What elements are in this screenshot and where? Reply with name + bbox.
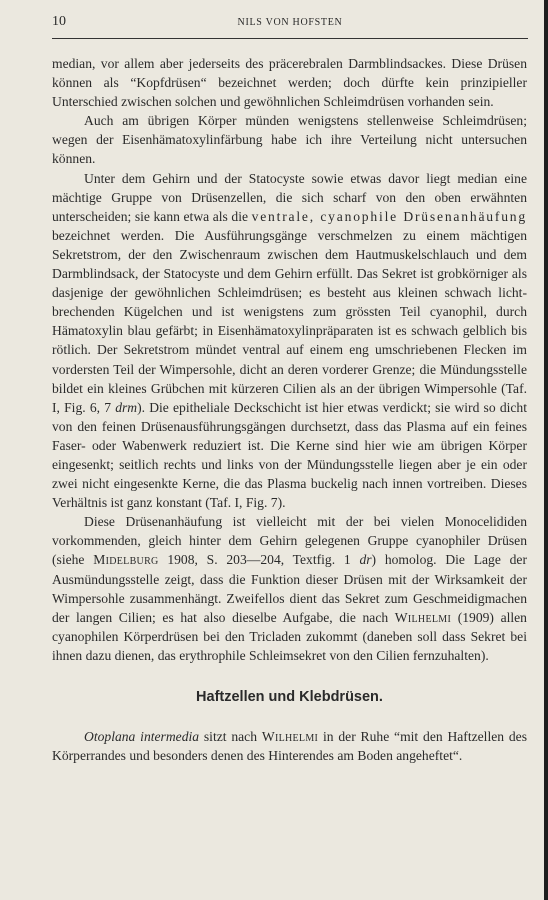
paragraph-1-text: median, vor allem aber jederseits des präcerebralen Darmblindsackes. Diese Drüsen können als “Kopfdrüsen“ bezeichnet werden; doch dürfte kein prinzipieller Unterschied zwischen solchen und gewöhnlichen Schleimdrüsen vorhanden sein.	[52, 56, 527, 110]
paragraph-5-text: sitzt nach	[199, 729, 262, 745]
author-citation: Wilhelmi	[394, 609, 452, 625]
spaced-term: ventrale, cyanophile Drüsenanhäufung	[251, 208, 527, 224]
paragraph-5-text: in der Ruhe “mit den Haftzellen des Körperrandes und besonders denen des Hinterendes am Boden angeheftet“.	[52, 729, 527, 764]
figure-label: drm	[115, 399, 138, 415]
paragraph-3-text: bezeichnet werden. Die Ausführungsgänge verschmelzen zu einem mächtigen Sekretstrom, der den Zwischenraum zwischen dem Hautmuskelschlauch und dem Darmblindsack, der Statocyste und dem Gehirn erfüllt. Das Sekret ist grobkörniger als dasjenige der gewöhnlichen Schleimdrüsen; es besteht aus kleinen schwach lichtbrechenden Kügelchen und ist wenigstens zum grössten Teil cyanophil, durch Hämatoxylin blau gefärbt; in Eisenhämatoxylinpräparaten ist es schwach gelblich bis rötlich. Der Sekretstrom mündet ventral auf einem eng umschriebenen Flecken im vordersten Teil der Wimpersohle, dicht an deren vorderer Grenze; die Mündungsstelle bildet ein kleines Grübchen mit kürzeren Cilien als an der übrigen Wimpersohle (Taf. I, Fig. 6, 7	[52, 227, 527, 415]
paragraph-2-text: Auch am übrigen Körper münden wenigstens stellenweise Schleimdrüsen; wegen der Eisenhämatoxylinfärbung habe ich ihre Verteilung nicht untersuchen können.	[52, 113, 527, 167]
paragraph-3-text: Unter dem Gehirn und der Statocyste sowie etwas davor liegt median eine mächtige Gruppe von Drüsenzellen, die sich scharf von den oben erwähnten unterscheiden; sie kann etwa als die	[52, 170, 527, 224]
page-edge-shadow	[544, 0, 548, 900]
author-citation: Wilhelmi	[261, 729, 319, 745]
species-name: Otoplana intermedia	[84, 729, 200, 745]
page-number: 10	[52, 14, 66, 29]
paragraph-4-text: Diese Drüsenanhäufung ist vielleicht mit der bei vielen Monocelididen vorkommenden, gleich hinter dem Gehirn gelegenen Gruppe cyanophiler Drüsen (siehe	[52, 514, 527, 568]
figure-label: dr	[359, 552, 372, 568]
body-text	[52, 54, 527, 765]
running-head: NILS VON HOFSTEN	[237, 17, 343, 28]
paragraph-4-text: ) homolog. Die Lage der Ausmündungsstelle zeigt, dass die Funktion dieser Drüsen mit der Wirksamkeit der Wimpersohle zusammenhängt. Zweifellos dient das Sekret zum Geschmeidigmachen der langen Cilien; es hat also dieselbe Aufgabe, die nach	[52, 552, 527, 625]
paragraph-4-text: 1908, S. 203—204, Textfig. 1	[158, 552, 360, 568]
header-rule	[52, 38, 528, 39]
paragraph-4-text: (1909) allen cyanophilen Körperdrüsen bei den Tricladen zukommt (daneben soll dass Sekret bei ihnen dazu dienen, das erythrophile Schleimsekret von den Cilien fernzuhalten).	[52, 609, 527, 663]
paragraph-1	[52, 54, 527, 111]
paragraph-3	[52, 169, 527, 513]
paragraph-3-text: ). Die epitheliale Deckschicht ist hier etwas verdickt; sie wird so dicht von den feinen Drüsenausführungsgängen durchsetzt, dass das Plasma auf ein feines Faser- oder Wabenwerk reduziert ist. Die Kerne sind hier wie am übrigen Körper eingesenkt; seitlich rechts und links von der Mündungsstelle liegen aber je ein oder zwei nicht eingesenkte Kerne, die das Plasma buckelig nach innen vortreiben. Dieses Verhältnis ist ganz konstant (Taf. I, Fig. 7).	[52, 399, 527, 511]
author-citation: Midelburg	[93, 552, 159, 568]
paragraph-4	[52, 512, 527, 665]
page-header	[52, 8, 528, 30]
paragraph-5	[52, 727, 527, 765]
section-heading: Haftzellen und Klebdrüsen.	[196, 689, 383, 705]
paragraph-2	[52, 111, 527, 168]
